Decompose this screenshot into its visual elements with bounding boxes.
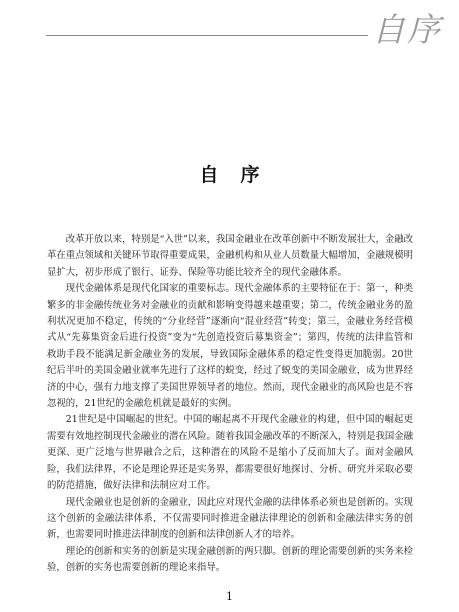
paragraph-2: 现代金融体系是现代化国家的重要标志。现代金融体系的主要特征在于：第一，种类繁多的非金融传统业务对金融业的贡献和影响变得越来越重要；第二，传统金融业务的盈利状况更加不稳定，传统的“分业经营”逐渐向“混业经营”转变；第三，金融业务经营模式从“先募集资金后进行投资”变为“先创造投资后募集资金”；第四，传统的法律监管和救助手段不能满足新金融业务的发展，导致国际金融体系的稳定性变得更加脆弱。20世纪后半叶的美国金融业就率先进行了这样的蜕变，经过了蜕变的美国金融业，成为世界经济的中心，强有力地支撑了美国世界领导者的地位。然而，现代金融业的高风险也是不容忽视的，21世纪的金融危机就是最好的实例。 [47,283,413,410]
paragraph-4: 现代金融业也是创新的金融业，因此应对现代金融的法律体系必须也是创新的。实现这个创新的金融法律体系，不仅需要同时推进金融法律理论的创新和金融法律实务的创新，也需要同时推进法律制度的创新和法律创新人才的培养。 [47,496,413,541]
paragraph-3: 21世纪是中国崛起的世纪。中国的崛起离不开现代金融业的构建，但中国的崛起更需要有效地控制现代金融业的潜在风险。随着我国金融改革的不断深入，特别是我国金融更深、更广泛地与世界融合之后，这种潜在的风险不是缩小了反而加大了。面对金融风险，我们法律界，不论是理论界还是实务界，都需要很好地探讨、分析、研究并采取必要的防范措施，做好法律和法制应对工作。 [47,414,413,492]
paragraph-5: 理论的创新和实务的创新是实现金融创新的两只脚。创新的理论需要创新的实务来检验，创新的实务也需要创新的理论来指导。 [47,545,413,574]
page-title: 自序 [199,164,282,186]
body-text [47,232,413,577]
running-header-title: 自序 [372,10,442,49]
page-number: 1 [226,590,233,603]
header-rule [46,35,368,36]
body-text-area [47,232,413,588]
paragraph-1: 改革开放以来，特别是“入世”以来，我国金融业在改革创新中不断发展壮大，金融改革在重点领域和关键环节取得重要成果，金融机构和从业人员数量大幅增加，金融规模明显扩大，初步形成了银行、证券、保险等功能比较齐全的现代金融体系。 [47,234,413,278]
